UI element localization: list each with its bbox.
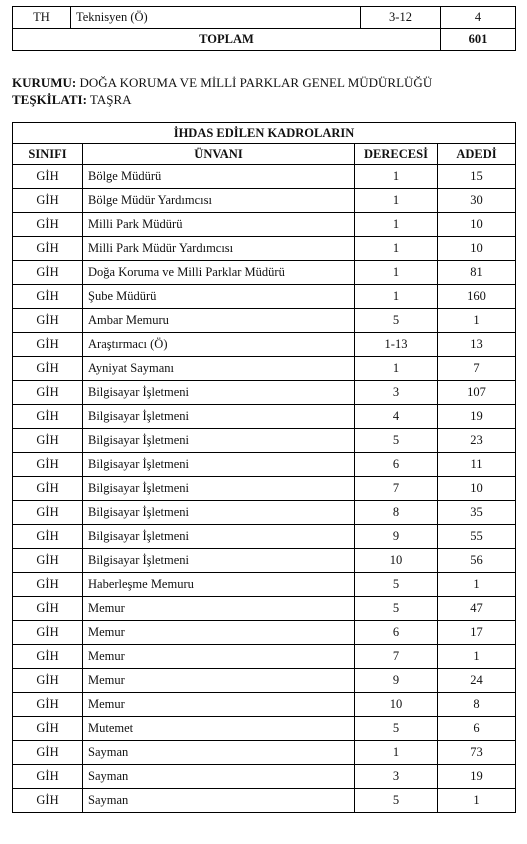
cell-unvan: Milli Park Müdür Yardımcısı	[83, 237, 355, 261]
cell-sinif: GİH	[13, 285, 83, 309]
cell-derece: 3-12	[361, 7, 441, 29]
cell-adet: 81	[438, 261, 516, 285]
cell-sinif: GİH	[13, 573, 83, 597]
table-row	[13, 501, 516, 525]
table-row	[13, 453, 516, 477]
table-row	[13, 357, 516, 381]
cell-unvan: Haberleşme Memuru	[83, 573, 355, 597]
cell-adet: 17	[438, 621, 516, 645]
cell-adet: 19	[438, 765, 516, 789]
cell-derece: 1	[355, 165, 438, 189]
cell-unvan: Doğa Koruma ve Milli Parklar Müdürü	[83, 261, 355, 285]
cell-derece: 9	[355, 669, 438, 693]
table-row	[13, 765, 516, 789]
cell-sinif: GİH	[13, 789, 83, 813]
cell-derece: 7	[355, 477, 438, 501]
teskilati-line	[12, 91, 432, 108]
cell-derece: 4	[355, 405, 438, 429]
previous-table-tail	[12, 6, 516, 51]
cell-sinif: GİH	[13, 165, 83, 189]
cell-unvan: Memur	[83, 693, 355, 717]
cell-adet: 1	[438, 573, 516, 597]
table-row	[13, 165, 516, 189]
cell-derece: 1	[355, 213, 438, 237]
cell-unvan: Teknisyen (Ö)	[71, 7, 361, 29]
cell-adet: 15	[438, 165, 516, 189]
cell-adet: 1	[438, 789, 516, 813]
cell-unvan: Milli Park Müdürü	[83, 213, 355, 237]
cell-derece: 5	[355, 429, 438, 453]
cell-sinif: GİH	[13, 381, 83, 405]
cell-unvan: Memur	[83, 645, 355, 669]
table-body	[13, 165, 516, 813]
cell-sinif: GİH	[13, 501, 83, 525]
cell-sinif: GİH	[13, 309, 83, 333]
table-header-row	[13, 144, 516, 165]
cell-sinif: GİH	[13, 645, 83, 669]
cell-sinif: GİH	[13, 453, 83, 477]
cell-adet: 160	[438, 285, 516, 309]
cell-unvan: Bölge Müdür Yardımcısı	[83, 189, 355, 213]
cell-sinif: GİH	[13, 261, 83, 285]
cell-adet: 30	[438, 189, 516, 213]
cell-derece: 1	[355, 285, 438, 309]
cell-sinif: GİH	[13, 741, 83, 765]
cell-unvan: Bilgisayar İşletmeni	[83, 381, 355, 405]
cell-unvan: Ambar Memuru	[83, 309, 355, 333]
cell-derece: 7	[355, 645, 438, 669]
cell-adet: 24	[438, 669, 516, 693]
cell-unvan: Memur	[83, 621, 355, 645]
teskilati-value: TAŞRA	[86, 92, 132, 107]
cell-unvan: Bilgisayar İşletmeni	[83, 429, 355, 453]
table-row	[13, 285, 516, 309]
cell-unvan: Memur	[83, 669, 355, 693]
cell-adet: 19	[438, 405, 516, 429]
cell-derece: 9	[355, 525, 438, 549]
table-title: İHDAS EDİLEN KADROLARIN	[13, 123, 516, 144]
cell-derece: 1	[355, 237, 438, 261]
cell-unvan: Sayman	[83, 789, 355, 813]
table-row	[13, 405, 516, 429]
cell-unvan: Mutemet	[83, 717, 355, 741]
cell-unvan: Bilgisayar İşletmeni	[83, 549, 355, 573]
positions-table	[12, 122, 516, 813]
table-row	[13, 7, 516, 29]
table-row	[13, 237, 516, 261]
table-row	[13, 381, 516, 405]
total-label: TOPLAM	[13, 29, 441, 51]
cell-unvan: Ayniyat Saymanı	[83, 357, 355, 381]
cell-adet: 1	[438, 645, 516, 669]
cell-sinif: GİH	[13, 213, 83, 237]
cell-derece: 3	[355, 381, 438, 405]
table-row	[13, 717, 516, 741]
table-row	[13, 597, 516, 621]
table-row	[13, 429, 516, 453]
cell-derece: 1	[355, 189, 438, 213]
cell-unvan: Bilgisayar İşletmeni	[83, 477, 355, 501]
cell-derece: 6	[355, 621, 438, 645]
cell-derece: 5	[355, 573, 438, 597]
table-row	[13, 741, 516, 765]
cell-adet: 10	[438, 477, 516, 501]
kurumu-line	[12, 74, 432, 91]
teskilati-label: TEŞKİLATI:	[12, 92, 87, 107]
cell-derece: 1	[355, 741, 438, 765]
table-row	[13, 213, 516, 237]
cell-sinif: GİH	[13, 765, 83, 789]
cell-sinif: GİH	[13, 333, 83, 357]
cell-sinif: GİH	[13, 597, 83, 621]
cell-adet: 11	[438, 453, 516, 477]
cell-unvan: Bilgisayar İşletmeni	[83, 405, 355, 429]
cell-unvan: Bilgisayar İşletmeni	[83, 453, 355, 477]
cell-sinif: GİH	[13, 549, 83, 573]
cell-sinif: GİH	[13, 621, 83, 645]
cell-unvan: Bilgisayar İşletmeni	[83, 501, 355, 525]
cell-adet: 47	[438, 597, 516, 621]
cell-sinif: GİH	[13, 237, 83, 261]
kurumu-value: DOĞA KORUMA VE MİLLİ PARKLAR GENEL MÜDÜRLÜĞÜ	[76, 75, 433, 90]
cell-derece: 5	[355, 309, 438, 333]
table-row	[13, 261, 516, 285]
table-row	[13, 621, 516, 645]
cell-unvan: Bilgisayar İşletmeni	[83, 525, 355, 549]
cell-unvan: Araştırmacı (Ö)	[83, 333, 355, 357]
cell-derece: 1	[355, 261, 438, 285]
kurumu-label: KURUMU:	[12, 75, 77, 90]
cell-adet: 1	[438, 309, 516, 333]
table-row	[13, 333, 516, 357]
institution-heading	[12, 74, 432, 108]
cell-sinif: GİH	[13, 525, 83, 549]
table-row	[13, 309, 516, 333]
total-row	[13, 29, 516, 51]
cell-sinif: GİH	[13, 717, 83, 741]
cell-sinif: GİH	[13, 189, 83, 213]
cell-derece: 8	[355, 501, 438, 525]
header-derece: DERECESİ	[355, 144, 438, 165]
cell-sinif: GİH	[13, 429, 83, 453]
cell-adet: 73	[438, 741, 516, 765]
cell-adet: 23	[438, 429, 516, 453]
total-value: 601	[441, 29, 516, 51]
cell-derece: 6	[355, 453, 438, 477]
cell-sinif: TH	[13, 7, 71, 29]
cell-derece: 1	[355, 357, 438, 381]
table-row	[13, 693, 516, 717]
cell-adet: 10	[438, 237, 516, 261]
table-row	[13, 645, 516, 669]
cell-unvan: Sayman	[83, 741, 355, 765]
cell-derece: 5	[355, 717, 438, 741]
cell-derece: 5	[355, 789, 438, 813]
cell-adet: 56	[438, 549, 516, 573]
table-title-row	[13, 123, 516, 144]
cell-adet: 13	[438, 333, 516, 357]
header-sinif: SINIFI	[13, 144, 83, 165]
table-row	[13, 573, 516, 597]
cell-unvan: Memur	[83, 597, 355, 621]
cell-adet: 4	[441, 7, 516, 29]
cell-adet: 6	[438, 717, 516, 741]
cell-adet: 35	[438, 501, 516, 525]
cell-sinif: GİH	[13, 477, 83, 501]
header-unvan: ÜNVANI	[83, 144, 355, 165]
cell-derece: 1-13	[355, 333, 438, 357]
table-row	[13, 477, 516, 501]
header-adet: ADEDİ	[438, 144, 516, 165]
cell-unvan: Şube Müdürü	[83, 285, 355, 309]
table-row	[13, 669, 516, 693]
cell-unvan: Bölge Müdürü	[83, 165, 355, 189]
cell-derece: 3	[355, 765, 438, 789]
cell-derece: 5	[355, 597, 438, 621]
cell-derece: 10	[355, 693, 438, 717]
cell-sinif: GİH	[13, 357, 83, 381]
cell-adet: 107	[438, 381, 516, 405]
table-row	[13, 549, 516, 573]
table-row	[13, 525, 516, 549]
table-row	[13, 189, 516, 213]
cell-sinif: GİH	[13, 669, 83, 693]
table-row	[13, 789, 516, 813]
cell-adet: 55	[438, 525, 516, 549]
cell-adet: 8	[438, 693, 516, 717]
cell-adet: 10	[438, 213, 516, 237]
cell-unvan: Sayman	[83, 765, 355, 789]
cell-sinif: GİH	[13, 405, 83, 429]
cell-sinif: GİH	[13, 693, 83, 717]
cell-derece: 10	[355, 549, 438, 573]
cell-adet: 7	[438, 357, 516, 381]
